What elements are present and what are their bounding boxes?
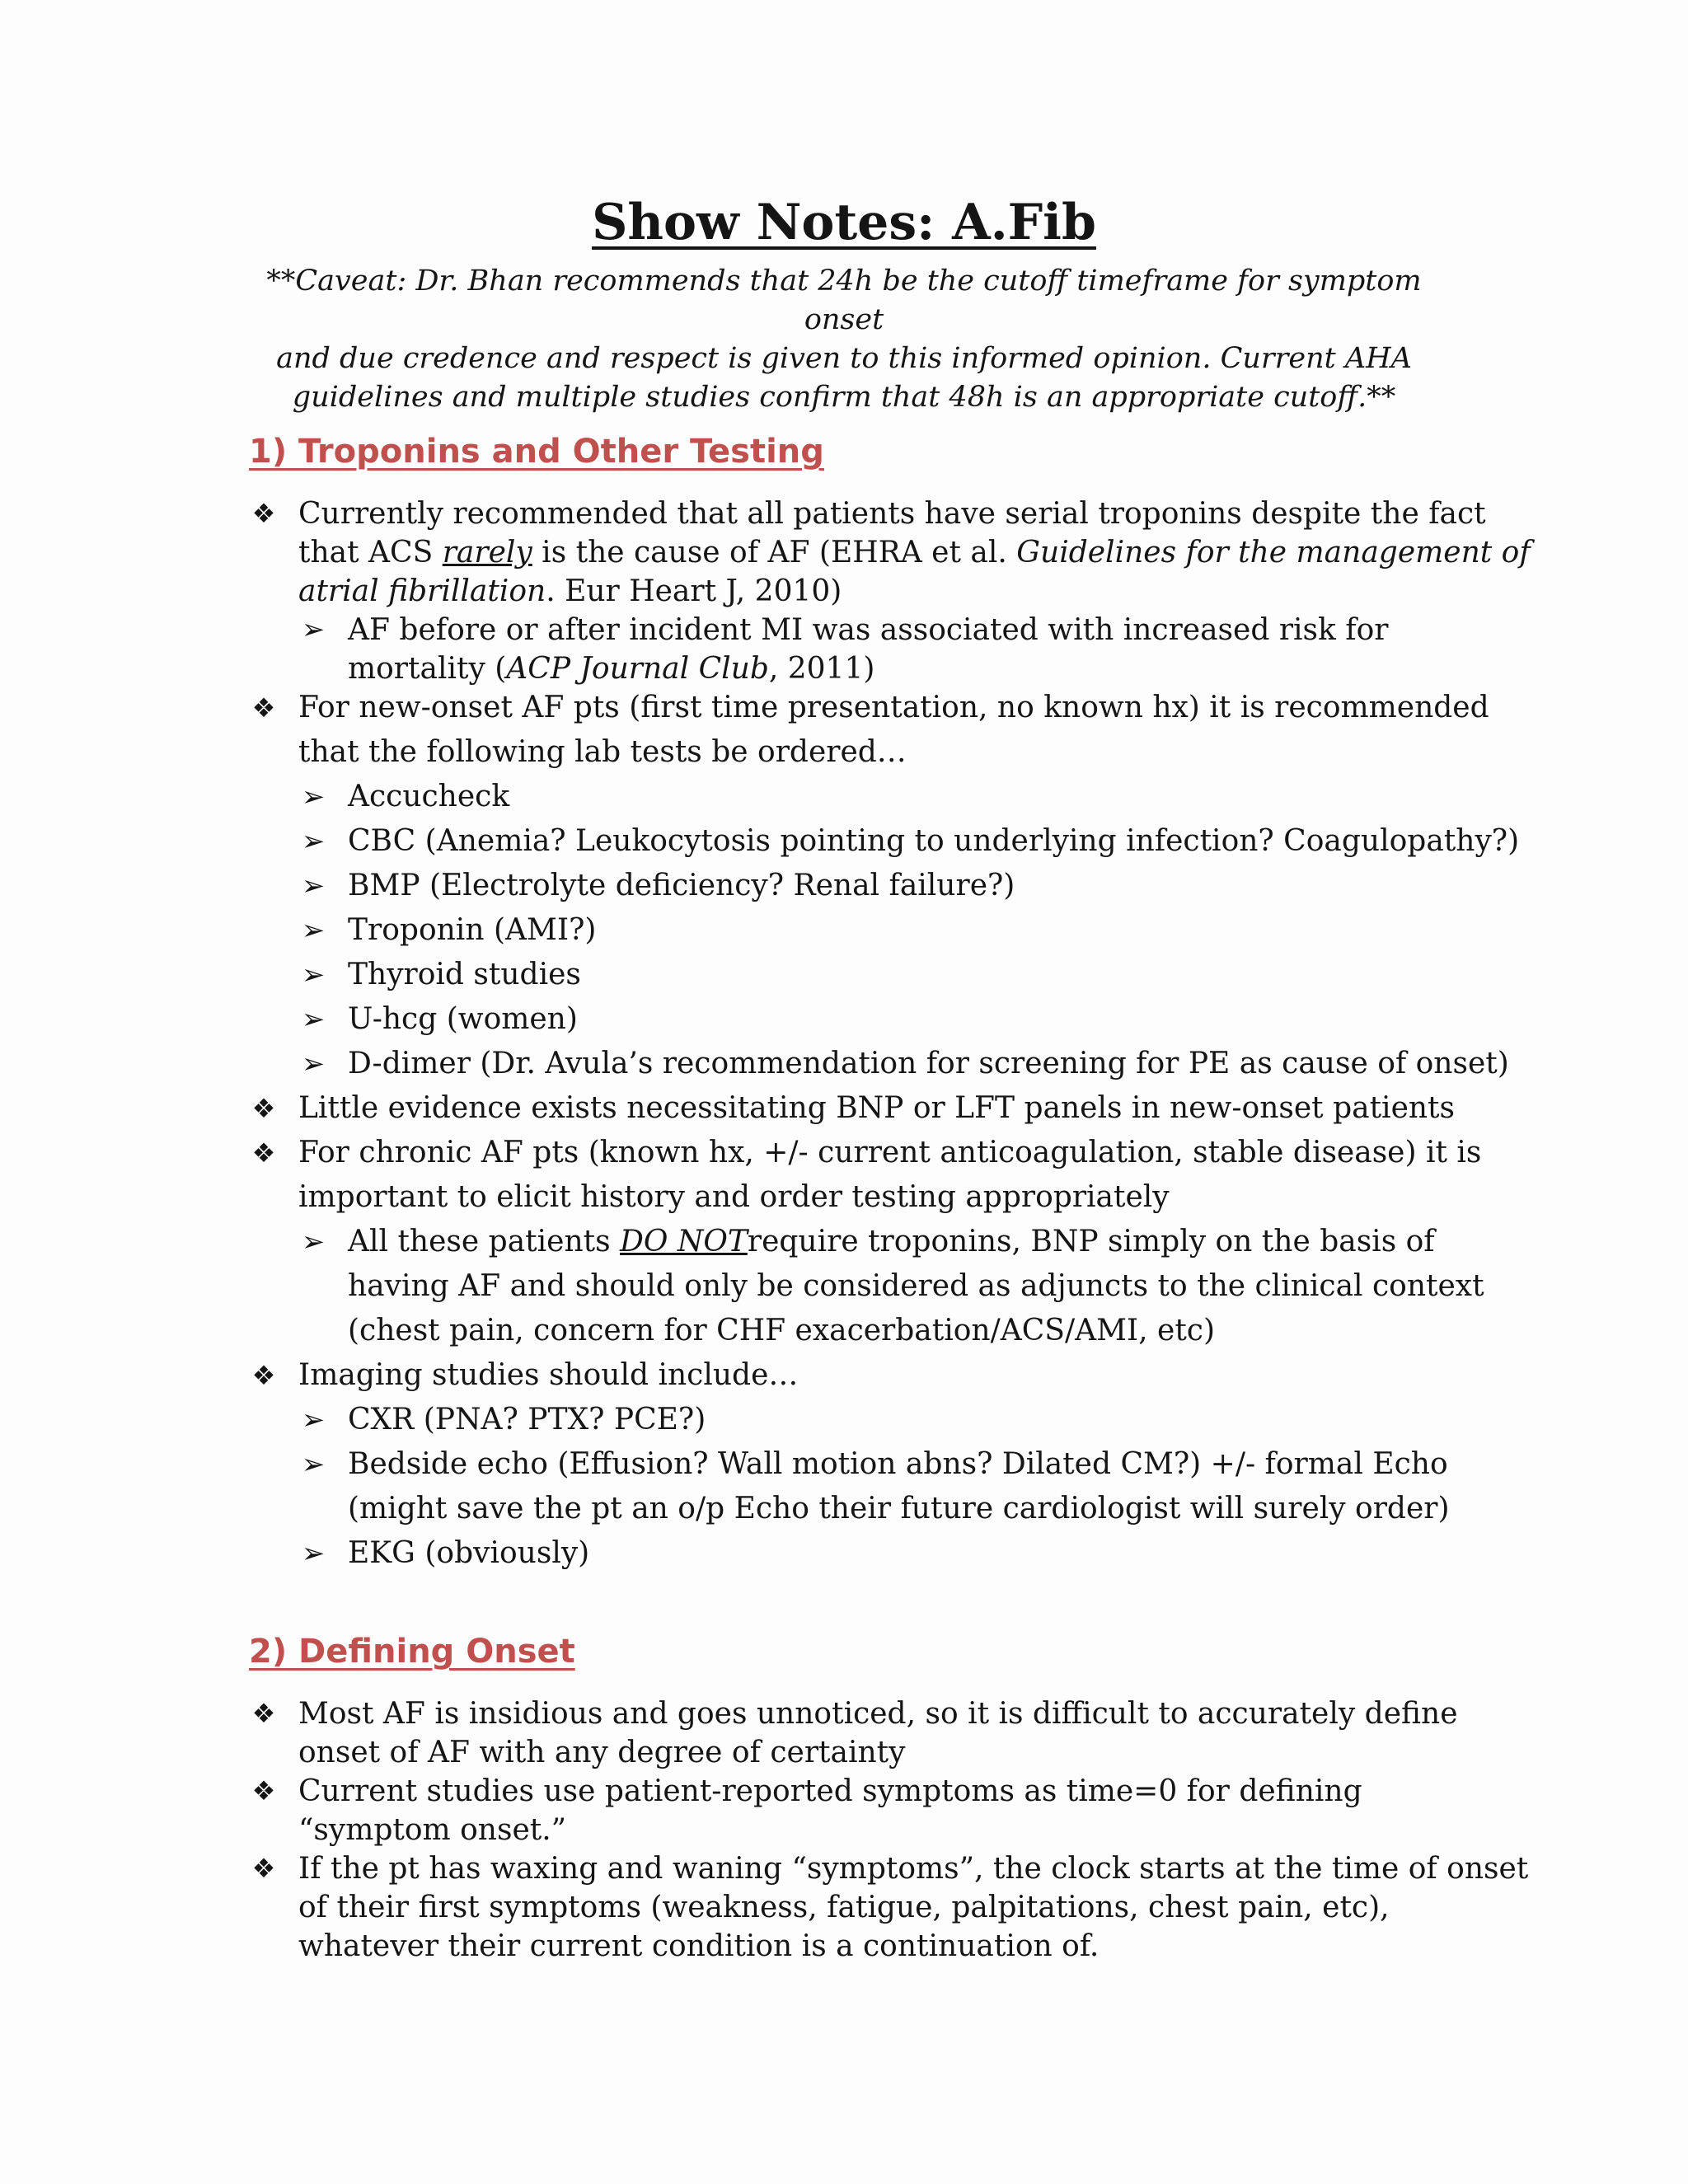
emphasis-rarely: rarely — [442, 536, 532, 569]
caveat-line: and due credence and respect is given to this informed opinion. Current AHA — [276, 342, 1412, 375]
item-line: For chronic AF pts (known hx, +/- current anticoagulation, stable disease) it is — [298, 1136, 1482, 1169]
arrow-bullet-icon: ➢ — [301, 1047, 326, 1080]
item-line: Imaging studies should include… — [298, 1358, 799, 1392]
item-line: (might save the pt an o/p Echo their future cardiologist will surely order) — [348, 1492, 1450, 1526]
item-line: EKG (obviously) — [348, 1536, 590, 1570]
diamond-bullet-icon: ❖ — [251, 1853, 276, 1884]
citation-title: ACP Journal Club — [506, 652, 769, 686]
item-line: Little evidence exists necessitating BNP or LFT panels in new-onset patients — [298, 1091, 1455, 1125]
item-line: Currently recommended that all patients have serial troponins despite the fact — [298, 497, 1486, 531]
item-line: having AF and should only be considered as adjuncts to the clinical context — [348, 1269, 1484, 1303]
item-line: important to elicit history and order testing appropriately — [298, 1180, 1170, 1214]
item-line: Troponin (AMI?) — [348, 913, 597, 947]
item-line: Bedside echo (Effusion? Wall motion abns? Dilated CM?) +/- formal Echo — [348, 1447, 1448, 1481]
item-line: U-hcg (women) — [348, 1002, 578, 1036]
item-line: mortality (ACP Journal Club, 2011) — [348, 652, 875, 686]
arrow-bullet-icon: ➢ — [301, 1003, 326, 1036]
item-line: AF before or after incident MI was associated with increased risk for — [348, 613, 1389, 647]
arrow-bullet-icon: ➢ — [301, 914, 326, 947]
item-line: Thyroid studies — [348, 958, 581, 991]
caveat-line: guidelines and multiple studies confirm that 48h is an appropriate cutoff.** — [292, 381, 1396, 414]
item-line: that ACS rarely is the cause of AF (EHRA et al. Guidelines for the management of — [298, 536, 1531, 569]
section-heading-troponins: 1) Troponins and Other Testing — [249, 433, 824, 471]
item-line: If the pt has waxing and waning “symptoms”, the clock starts at the time of onset — [298, 1852, 1529, 1886]
arrow-bullet-icon: ➢ — [301, 1448, 326, 1481]
item-line: Most AF is insidious and goes unnoticed, so it is difficult to accurately define — [298, 1697, 1458, 1731]
item-line: atrial fibrillation. Eur Heart J, 2010) — [298, 574, 842, 608]
arrow-bullet-icon: ➢ — [301, 613, 326, 646]
arrow-bullet-icon: ➢ — [301, 1537, 326, 1570]
item-line: “symptom onset.” — [298, 1813, 567, 1847]
item-line: that the following lab tests be ordered… — [298, 735, 907, 769]
item-line: All these patients DO NOTrequire troponins, BNP simply on the basis of — [348, 1225, 1435, 1258]
item-line: CXR (PNA? PTX? PCE?) — [348, 1403, 706, 1436]
item-line: of their first symptoms (weakness, fatigue, palpitations, chest pain, etc), — [298, 1891, 1390, 1924]
arrow-bullet-icon: ➢ — [301, 1404, 326, 1436]
item-line: D-dimer (Dr. Avula’s recommendation for screening for PE as cause of onset) — [348, 1047, 1509, 1080]
diamond-bullet-icon: ❖ — [251, 1775, 276, 1807]
item-line: whatever their current condition is a continuation of. — [298, 1929, 1100, 1963]
citation-title: Guidelines for the management of — [1016, 536, 1531, 569]
item-line: For new-onset AF pts (first time presentation, no known hx) it is recommended — [298, 691, 1489, 724]
item-line: Current studies use patient-reported symptoms as time=0 for defining — [298, 1774, 1362, 1808]
arrow-bullet-icon: ➢ — [301, 780, 326, 813]
caveat-line: **Caveat: Dr. Bhan recommends that 24h be the cutoff timeframe for symptom onset — [266, 265, 1422, 336]
arrow-bullet-icon: ➢ — [301, 869, 326, 902]
arrow-bullet-icon: ➢ — [301, 1226, 326, 1258]
diamond-bullet-icon: ❖ — [251, 692, 276, 724]
diamond-bullet-icon: ❖ — [251, 1360, 276, 1391]
diamond-bullet-icon: ❖ — [251, 1093, 276, 1124]
diamond-bullet-icon: ❖ — [251, 1137, 276, 1169]
item-line: BMP (Electrolyte deficiency? Renal failure?) — [348, 869, 1015, 902]
section-heading-defining-onset: 2) Defining Onset — [249, 1633, 575, 1671]
item-line: (chest pain, concern for CHF exacerbation/ACS/AMI, etc) — [348, 1314, 1216, 1347]
item-line: onset of AF with any degree of certainty — [298, 1736, 906, 1769]
page-title: Show Notes: A.Fib — [592, 194, 1096, 251]
diamond-bullet-icon: ❖ — [251, 1698, 276, 1729]
arrow-bullet-icon: ➢ — [301, 958, 326, 991]
citation-title: atrial fibrillation — [298, 574, 546, 608]
emphasis-do-not: DO NOT — [620, 1225, 748, 1258]
diamond-bullet-icon: ❖ — [251, 498, 276, 529]
caveat-note — [239, 262, 1449, 417]
item-line: CBC (Anemia? Leukocytosis pointing to underlying infection? Coagulopathy?) — [348, 824, 1520, 858]
arrow-bullet-icon: ➢ — [301, 825, 326, 858]
item-line: Accucheck — [348, 780, 510, 813]
